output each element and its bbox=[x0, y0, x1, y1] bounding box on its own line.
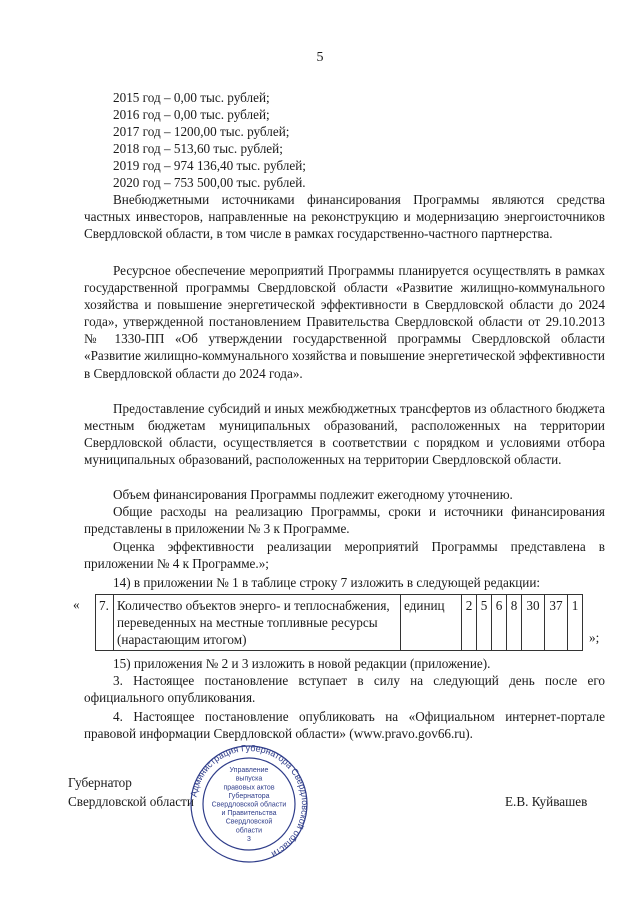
paragraph-offbudget: Внебюджетными источниками финансирования Программы являются средства частных инвесторов, направленные на реконструкцию и модернизацию энергоисточников Свердловской области, в том числе в рамках государственно-частного партнерства. bbox=[84, 192, 605, 242]
stamp-inner-line: 3 bbox=[247, 835, 251, 843]
row-unit: единиц bbox=[401, 595, 462, 651]
row-value: 1 bbox=[568, 595, 583, 651]
signature-title-line2: Свердловской области bbox=[68, 794, 194, 809]
funding-line: 2016 год – 0,00 тыс. рублей; bbox=[113, 107, 270, 122]
funding-line: 2018 год – 513,60 тыс. рублей; bbox=[113, 141, 283, 156]
row-value: 37 bbox=[545, 595, 568, 651]
stamp-inner-line: правовых актов bbox=[223, 784, 275, 792]
replacement-row bbox=[73, 594, 605, 648]
close-quote: »; bbox=[589, 630, 600, 645]
funding-line: 2017 год – 1200,00 тыс. рублей; bbox=[113, 124, 290, 139]
row-indicator-name: Количество объектов энерго- и теплоснабжения, переведенных на местные топливные ресурсы (нарастающим итогом) bbox=[114, 595, 401, 651]
item-3: 3. Настоящее постановление вступает в силу на следующий день после его официального опубликования. bbox=[84, 673, 605, 706]
row-value: 30 bbox=[522, 595, 545, 651]
item-4: 4. Настоящее постановление опубликовать на «Официальном интернет-портале правовой информации Свердловской области» (www.pravo.gov66.ru). bbox=[84, 709, 605, 742]
funding-line: 2019 год – 974 136,40 тыс. рублей; bbox=[113, 158, 306, 173]
signature-name: Е.В. Куйвашев bbox=[505, 794, 588, 809]
row-number: 7. bbox=[96, 595, 114, 651]
row-value: 6 bbox=[492, 595, 507, 651]
paragraph-volume: Объем финансирования Программы подлежит ежегодному уточнению. bbox=[113, 487, 513, 502]
table-row bbox=[95, 594, 583, 651]
row-value: 8 bbox=[507, 595, 522, 651]
row-value: 5 bbox=[477, 595, 492, 651]
paragraph-subsidies: Предоставление субсидий и иных межбюджетных трансфертов из областного бюджета местным бюджетам муниципальных образований, расположенных на территории Свердловской области, осуществляется в соответствии с порядком и условиями отбора муниципальных образований, расположенных на территории Свердловской области. bbox=[84, 401, 605, 468]
stamp-inner-line: выпуска bbox=[235, 775, 263, 783]
paragraph-expenses: Общие расходы на реализацию Программы, сроки и источники финансирования представлены в приложении № 3 к Программе. bbox=[84, 504, 605, 537]
row-value: 2 bbox=[462, 595, 477, 651]
stamp-inner-line: Свердловской области bbox=[211, 801, 287, 809]
item-15: 15) приложения № 2 и 3 изложить в новой редакции (приложение). bbox=[113, 656, 491, 671]
stamp-inner-line: Свердловской bbox=[225, 818, 273, 826]
signature-title-line1: Губернатор bbox=[68, 775, 132, 790]
paragraph-efficiency: Оценка эффективности реализации мероприятий Программы представлена в приложении № 4 к Программе.»; bbox=[84, 539, 605, 572]
open-quote: « bbox=[73, 597, 80, 612]
stamp-inner-line: и Правительства bbox=[221, 810, 277, 818]
stamp-inner-line: Управление bbox=[229, 767, 269, 775]
funding-line: 2015 год – 0,00 тыс. рублей; bbox=[113, 90, 270, 105]
stamp-inner-line: Губернатора bbox=[228, 792, 270, 800]
funding-line: 2020 год – 753 500,00 тыс. рублей. bbox=[113, 175, 306, 190]
stamp-ring-text: Администрация Губернатора Свердловской области bbox=[188, 745, 311, 860]
page-number: 5 bbox=[316, 50, 324, 65]
stamp-inner-line: области bbox=[235, 827, 263, 835]
paragraph-resources: Ресурсное обеспечение мероприятий Программы планируется осуществлять в рамках государственной программы Свердловской области «Развитие жилищно-коммунального хозяйства и повышение энергетической эффективности в Свердловской области до 2024 года», утвержденной постановлением Правительства Свердловской области от 29.10.2013 № 1330-ПП «Об утверждении государственной программы Свердловской области «Развитие жилищно-коммунального хозяйства и повышение энергетической эффективности в Свердловской области до 2024 года». bbox=[84, 263, 605, 381]
item-14: 14) в приложении № 1 в таблице строку 7 изложить в следующей редакции: bbox=[113, 575, 541, 590]
official-stamp bbox=[185, 745, 313, 863]
